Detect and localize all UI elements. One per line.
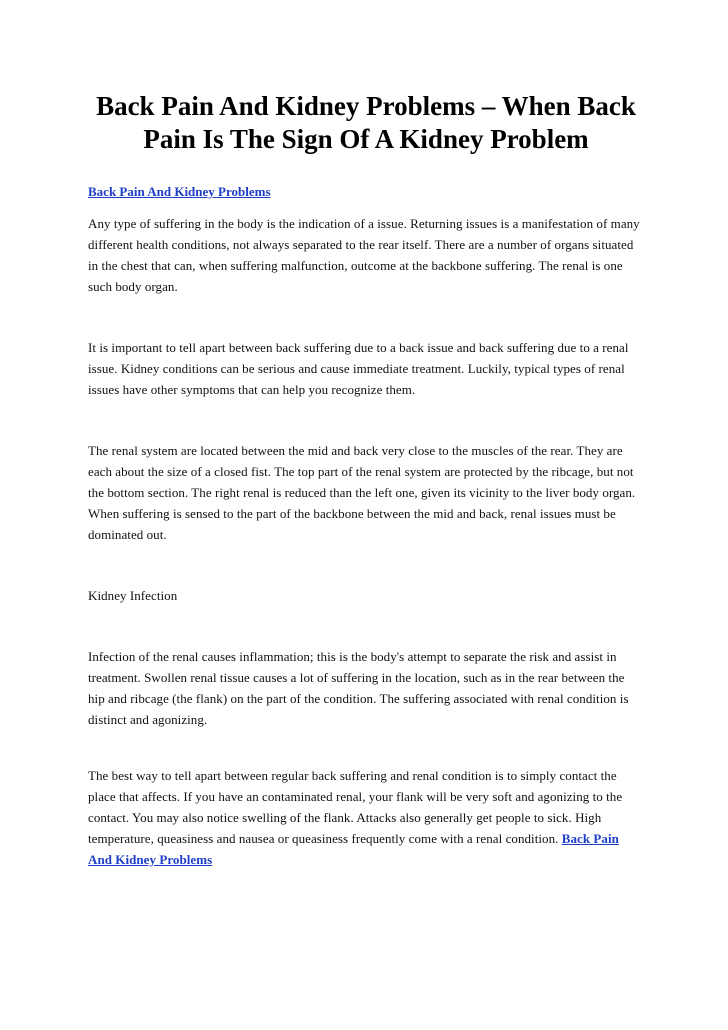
paragraph-2: It is important to tell apart between back suffering due to a back issue and back suffering due to a renal issue. Kidney conditions can be serious and cause immediate treatment. Luckily, typical types of renal issues have other symptoms that can help you recognize them. (88, 340, 629, 397)
paragraph-spacer (88, 545, 644, 585)
paragraph-spacer (88, 730, 644, 765)
paragraph-5 (88, 765, 644, 870)
paragraph-5-text: The best way to tell apart between regular back suffering and renal condition is to simply contact the place that affects. If you have an contaminated renal, your flank will be very soft and agonizing to the contact. You may also notice swelling of the flank. Attacks also generally get people to sick. High temperature, queasiness and nausea or queasiness frequently come with a renal condition. (88, 768, 623, 846)
paragraph-spacer (88, 297, 644, 337)
document-page (88, 90, 644, 870)
paragraph-3: The renal system are located between the mid and back very close to the muscles of the rear. They are each about the size of a closed fist. The top part of the renal system are protected by the ribcage, but not the bottom section. The right renal is reduced than the left one, given its vicinity to the liver body organ. When suffering is sensed to the part of the backbone between the mid and back, renal issues must be dominated out. (88, 443, 636, 542)
document-title: Back Pain And Kidney Problems – When Back Pain Is The Sign Of A Kidney Problem (96, 91, 636, 154)
paragraph-1: Any type of suffering in the body is the indication of a issue. Returning issues is a manifestation of many different health conditions, not always separated to the rear itself. There are a number of organs situated in the chest that can, when suffering malfunction, outcome at the backbone suffering. The renal is one such body organ. (88, 216, 640, 294)
paragraph-spacer (88, 400, 644, 440)
back-pain-kidney-link-top[interactable]: Back Pain And Kidney Problems (88, 184, 271, 199)
section-heading-kidney-infection: Kidney Infection (88, 588, 178, 603)
paragraph-spacer (88, 606, 644, 646)
paragraph-4: Infection of the renal causes inflammation; this is the body's attempt to separate the risk and assist in treatment. Swollen renal tissue causes a lot of suffering in the location, such as in the rear between the hip and ribcage (the flank) on the part of the condition. The suffering associated with renal condition is distinct and agonizing. (88, 649, 629, 727)
back-pain-kidney-link-bottom[interactable]: Back Pain And Kidney Problems (88, 831, 619, 867)
